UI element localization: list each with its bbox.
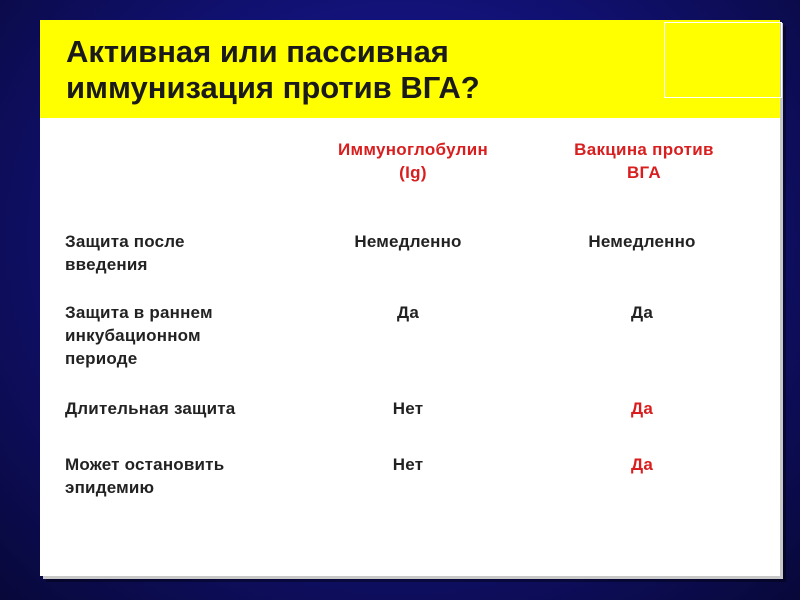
column-header-vaccine-line-2: ВГА <box>626 163 662 182</box>
row-label-line: Защита после <box>65 232 185 251</box>
cell-immunoglobulin-row-3: Нет <box>392 399 424 418</box>
row-label-line: Длительная защита <box>65 399 236 418</box>
slide-title <box>66 34 480 106</box>
title-inset-decoration <box>664 22 782 98</box>
row-label-line: инкубационном <box>65 326 201 345</box>
row-label-stop-epidemic <box>65 453 315 499</box>
cell-vaccine-row-3: Да <box>631 399 653 418</box>
cell-vaccine-row-2: Да <box>631 303 653 322</box>
row-label-long-term-protection <box>65 397 315 420</box>
row-label-line: Может остановить <box>65 455 225 474</box>
row-label-early-incubation <box>65 301 315 370</box>
slide-title-line-2: иммунизация против ВГА? <box>66 70 480 105</box>
column-header-immunoglobulin-line-2: (Ig) <box>399 163 427 182</box>
column-header-vaccine <box>534 138 754 184</box>
title-band <box>40 20 780 118</box>
cell-vaccine-row-1: Немедленно <box>588 232 696 251</box>
cell-immunoglobulin-row-2: Да <box>397 303 419 322</box>
cell-immunoglobulin-row-1: Немедленно <box>354 232 462 251</box>
column-header-immunoglobulin <box>303 138 523 184</box>
row-label-line: Защита в раннем <box>65 303 213 322</box>
column-header-vaccine-line-1: Вакцина против <box>574 140 714 159</box>
column-header-immunoglobulin-line-1: Иммуноглобулин <box>337 140 489 159</box>
row-label-protection-after-admin <box>65 230 315 276</box>
slide-card <box>40 20 780 576</box>
slide-title-line-1: Активная или пассивная <box>66 34 449 69</box>
row-label-line: эпидемию <box>65 478 155 497</box>
cell-immunoglobulin-row-4: Нет <box>392 455 424 474</box>
cell-vaccine-row-4: Да <box>631 455 653 474</box>
row-label-line: введения <box>65 255 148 274</box>
row-label-line: периоде <box>65 349 138 368</box>
